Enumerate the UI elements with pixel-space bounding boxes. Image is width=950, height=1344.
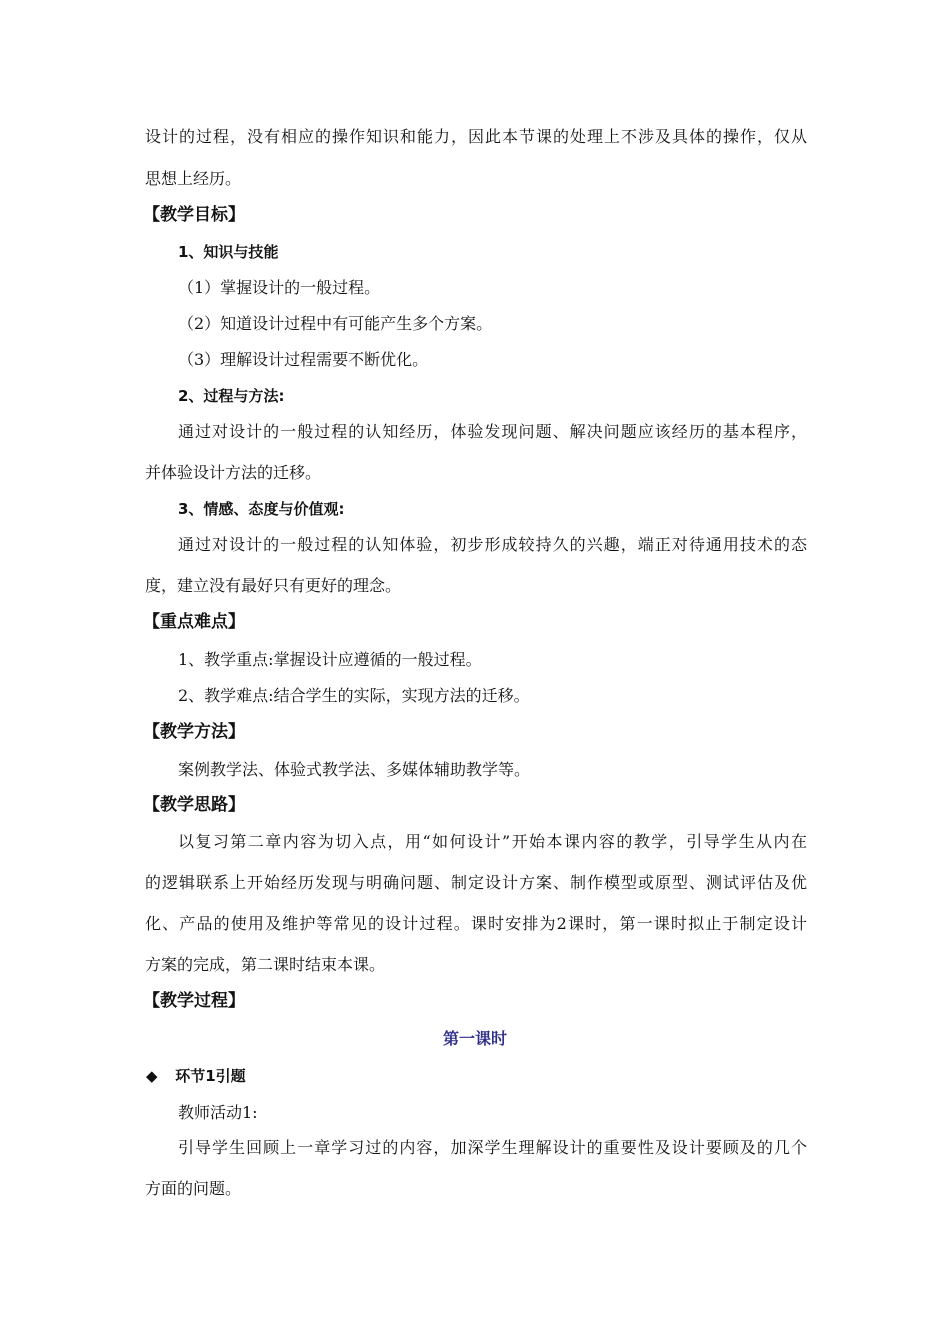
keypoint-1: 1、教学重点:掌握设计应遵循的一般过程。 bbox=[178, 650, 482, 669]
activity-line-2: 方面的问题。 bbox=[145, 1179, 242, 1198]
approach-heading: 【教学思路】 bbox=[143, 795, 245, 815]
diamond-bullet-icon: ◆ bbox=[146, 1067, 158, 1085]
process-line-1: 通过对设计的一般过程的认知经历，体验发现问题、解决问题应该经历的基本程序， bbox=[178, 422, 807, 441]
knowledge-item-2: （2）知道设计过程中有可能产生多个方案。 bbox=[178, 314, 493, 333]
activity-line-1: 引导学生回顾上一章学习过的内容，加深学生理解设计的重要性及设计要顾及的几个 bbox=[178, 1138, 807, 1157]
process-title: 2、过程与方法: bbox=[178, 387, 285, 405]
approach-line-3: 化、产品的使用及维护等常见的设计过程。课时安排为2课时，第一课时拟止于制定设计 bbox=[145, 914, 807, 933]
emotion-title: 3、情感、态度与价值观: bbox=[178, 500, 345, 518]
emotion-line-1: 通过对设计的一般过程的认知体验，初步形成较持久的兴趣，端正对待通用技术的态 bbox=[178, 535, 807, 554]
keypoints-heading: 【重点难点】 bbox=[143, 612, 245, 632]
methods-text: 案例教学法、体验式教学法、多媒体辅助教学等。 bbox=[178, 760, 531, 779]
emotion-line-2: 度，建立没有最好只有更好的理念。 bbox=[145, 576, 402, 595]
knowledge-item-3: （3）理解设计过程需要不断优化。 bbox=[178, 350, 429, 369]
process-line-2: 并体验设计方法的迁移。 bbox=[145, 463, 322, 482]
keypoint-2: 2、教学难点:结合学生的实际，实现方法的迁移。 bbox=[178, 686, 530, 705]
knowledge-item-1: （1）掌握设计的一般过程。 bbox=[178, 278, 381, 297]
step-heading bbox=[146, 1066, 246, 1086]
process-heading: 【教学过程】 bbox=[143, 991, 245, 1011]
activity-label: 教师活动1: bbox=[178, 1103, 258, 1122]
lesson-title: 第一课时 bbox=[442, 1029, 507, 1048]
knowledge-title: 1、知识与技能 bbox=[178, 243, 279, 261]
step-title: 环节1引题 bbox=[175, 1067, 246, 1085]
methods-heading: 【教学方法】 bbox=[143, 722, 245, 742]
intro-line-2: 思想上经历。 bbox=[145, 169, 242, 188]
intro-line-1: 设计的过程，没有相应的操作知识和能力，因此本节课的处理上不涉及具体的操作，仅从 bbox=[145, 127, 807, 146]
objectives-heading: 【教学目标】 bbox=[143, 205, 245, 225]
approach-line-4: 方案的完成，第二课时结束本课。 bbox=[145, 955, 386, 974]
approach-line-2: 的逻辑联系上开始经历发现与明确问题、制定设计方案、制作模型或原型、测试评估及优 bbox=[145, 873, 807, 892]
approach-line-1: 以复习第二章内容为切入点，用“如何设计”开始本课内容的教学，引导学生从内在 bbox=[178, 832, 807, 851]
